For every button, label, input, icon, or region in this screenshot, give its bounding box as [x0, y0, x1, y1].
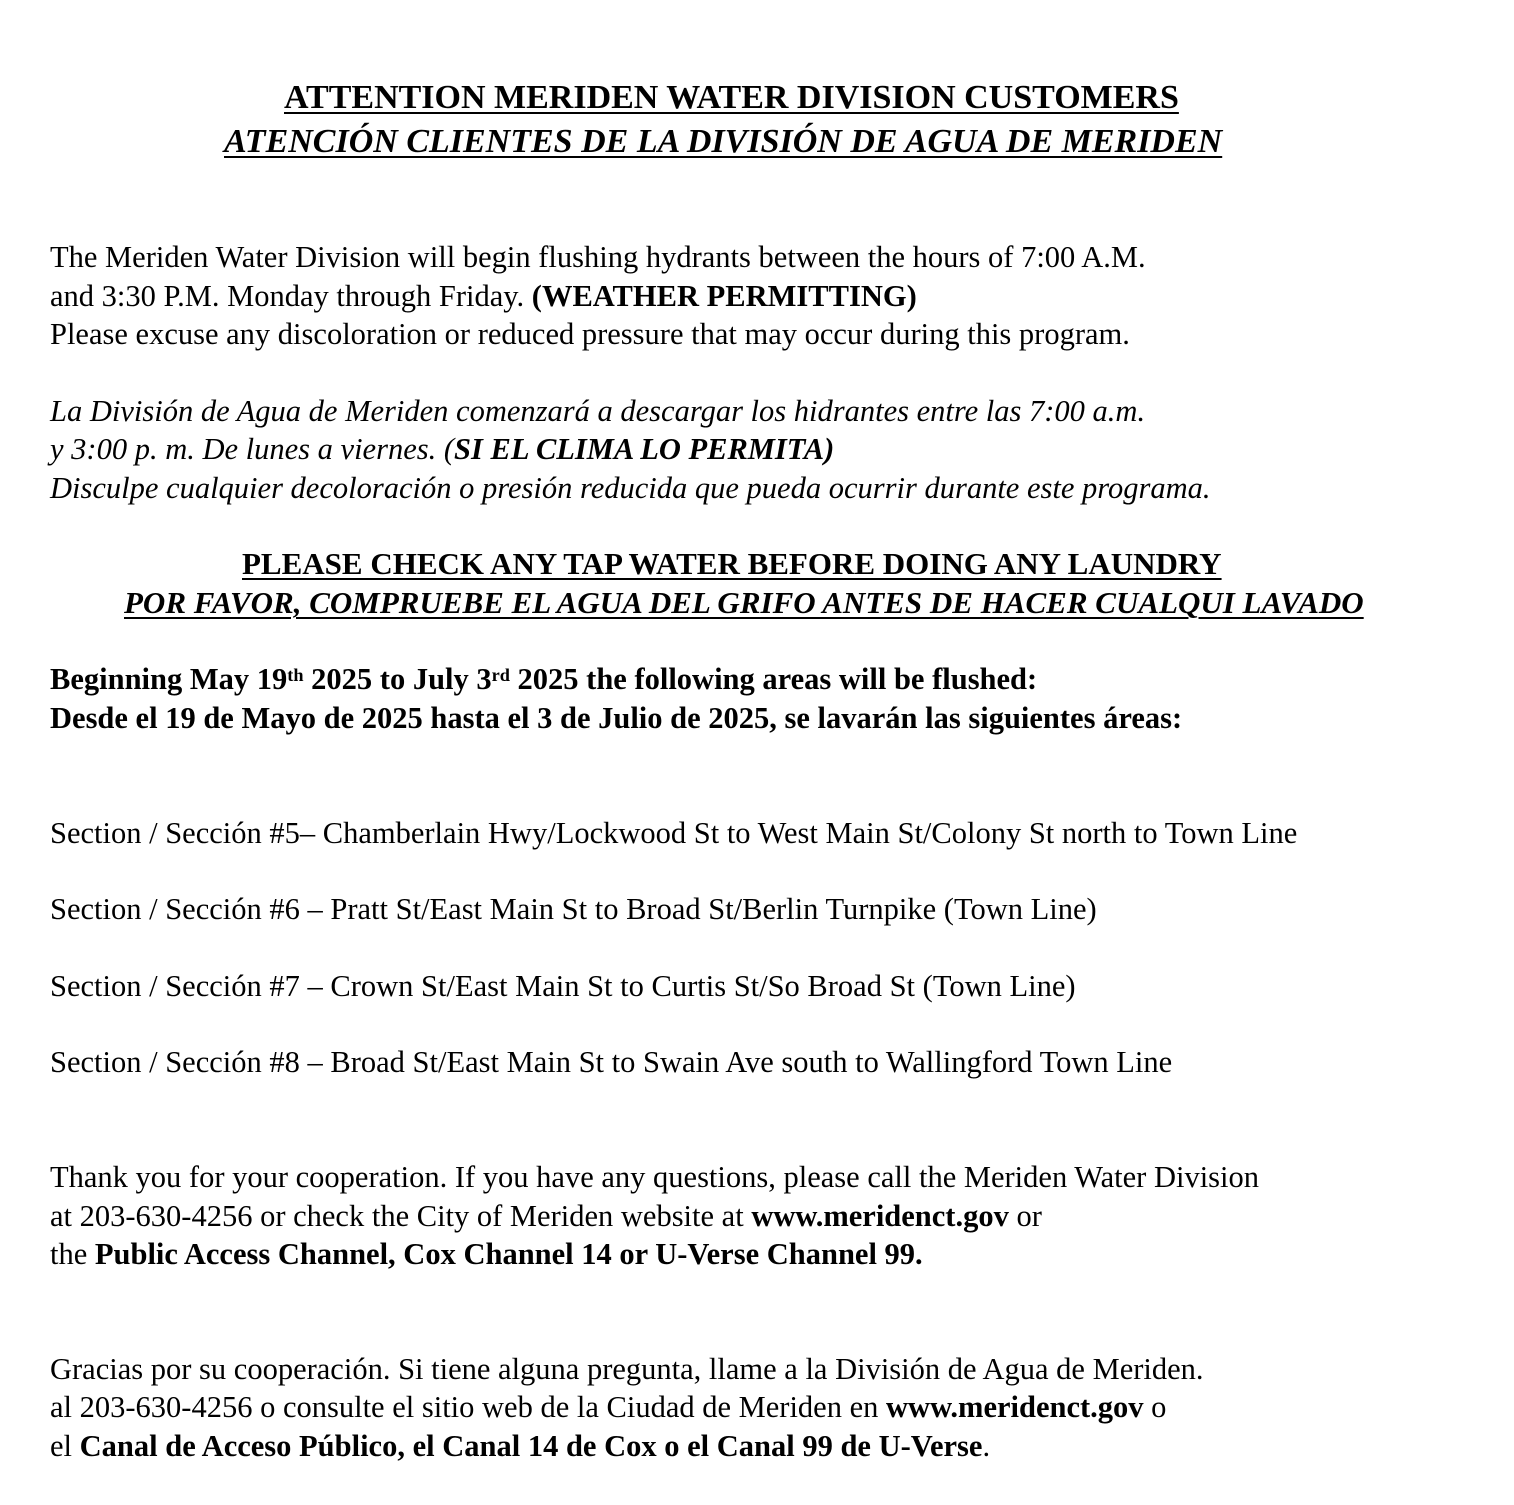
website-link[interactable]: www.meridenct.gov: [751, 1199, 1009, 1233]
thanks-es-line-3: [50, 1427, 990, 1465]
thanks-en-line-2-text: at 203-630-4256 or check the City of Meriden website at: [50, 1199, 752, 1233]
thanks-es-line-3-tail: .: [982, 1429, 991, 1463]
notice-spanish: POR FAVOR, COMPRUEBE EL AGUA DEL GRIFO ANTES DE HACER CUALQUI LAVADO: [124, 585, 1364, 620]
intro-es-line-1: La División de Agua de Meriden comenzará a descargar los hidrantes entre las 7:00 a.m.: [50, 394, 1146, 428]
thanks-es-line-2-text: al 203-630-4256 o consulte el sitio web de la Ciudad de Meriden en: [50, 1390, 887, 1424]
intro-en-line-2-text: and 3:30 P.M. Monday through Friday.: [50, 279, 532, 313]
thanks-en-line-1: Thank you for your cooperation. If you have any questions, please call the Meriden Water Division: [50, 1160, 1260, 1194]
notice-english: PLEASE CHECK ANY TAP WATER BEFORE DOING ANY LAUNDRY: [242, 546, 1222, 581]
section-item-5: Section / Sección #5– Chamberlain Hwy/Lockwood St to West Main St/Colony St north to Town Line: [50, 816, 1298, 850]
thanks-en-line-2-tail: or: [1008, 1199, 1042, 1233]
intro-en-line-2: [50, 277, 917, 315]
intro-en-line-1: The Meriden Water Division will begin flushing hydrants between the hours of 7:00 A.M.: [50, 240, 1146, 274]
thanks-en-line-3-text: the: [50, 1237, 95, 1271]
schedule-spanish: Desde el 19 de Mayo de 2025 hasta el 3 de Julio de 2025, se lavarán las siguientes áreas:: [50, 701, 1183, 735]
intro-es-line-3: Disculpe cualquier decoloración o presión reducida que pueda ocurrir durante este programa.: [50, 471, 1211, 505]
title-spanish: ATENCIÓN CLIENTES DE LA DIVISIÓN DE AGUA DE MERIDEN: [224, 123, 1223, 160]
schedule-english: [50, 660, 1037, 698]
section-item-8: Section / Sección #8 – Broad St/East Main St to Swain Ave south to Wallingford Town Line: [50, 1045, 1173, 1079]
thanks-es-line-3-text: el: [50, 1429, 80, 1463]
channel-info-english: Public Access Channel, Cox Channel 14 or U-Verse Channel 99.: [94, 1237, 923, 1271]
schedule-en-part-1: Beginning May 19: [50, 662, 288, 696]
intro-es-line-2: [50, 430, 834, 468]
schedule-en-sup-1: th: [287, 665, 304, 685]
thanks-en-line-3: [50, 1235, 923, 1273]
schedule-en-part-3: 2025 the following areas will be flushed:: [509, 662, 1038, 696]
schedule-en-part-2: 2025 to July 3: [303, 662, 492, 696]
intro-en-line-3: Please excuse any discoloration or reduced pressure that may occur during this program.: [50, 317, 1130, 351]
section-item-6: Section / Sección #6 – Pratt St/East Main St to Broad St/Berlin Turnpike (Town Line): [50, 892, 1097, 926]
weather-permitting-label: (WEATHER PERMITTING): [531, 279, 917, 313]
schedule-en-sup-2: rd: [491, 665, 510, 685]
thanks-es-line-2-tail: o: [1143, 1390, 1167, 1424]
title-english: ATTENTION MERIDEN WATER DIVISION CUSTOMERS: [284, 79, 1179, 116]
section-item-7: Section / Sección #7 – Crown St/East Main St to Curtis St/So Broad St (Town Line): [50, 969, 1076, 1003]
channel-info-spanish: Canal de Acceso Público, el Canal 14 de Cox o el Canal 99 de U-Verse: [79, 1429, 983, 1463]
thanks-es-line-1: Gracias por su cooperación. Si tiene alguna pregunta, llame a la División de Agua de Meriden.: [50, 1352, 1204, 1386]
weather-permitting-label-es: SI EL CLIMA LO PERMITA): [454, 432, 835, 466]
thanks-es-line-2: [50, 1388, 1166, 1426]
thanks-en-line-2: [50, 1197, 1042, 1235]
intro-es-line-2-text: y 3:00 p. m. De lunes a viernes. (: [50, 432, 455, 466]
website-link-es[interactable]: www.meridenct.gov: [886, 1390, 1144, 1424]
